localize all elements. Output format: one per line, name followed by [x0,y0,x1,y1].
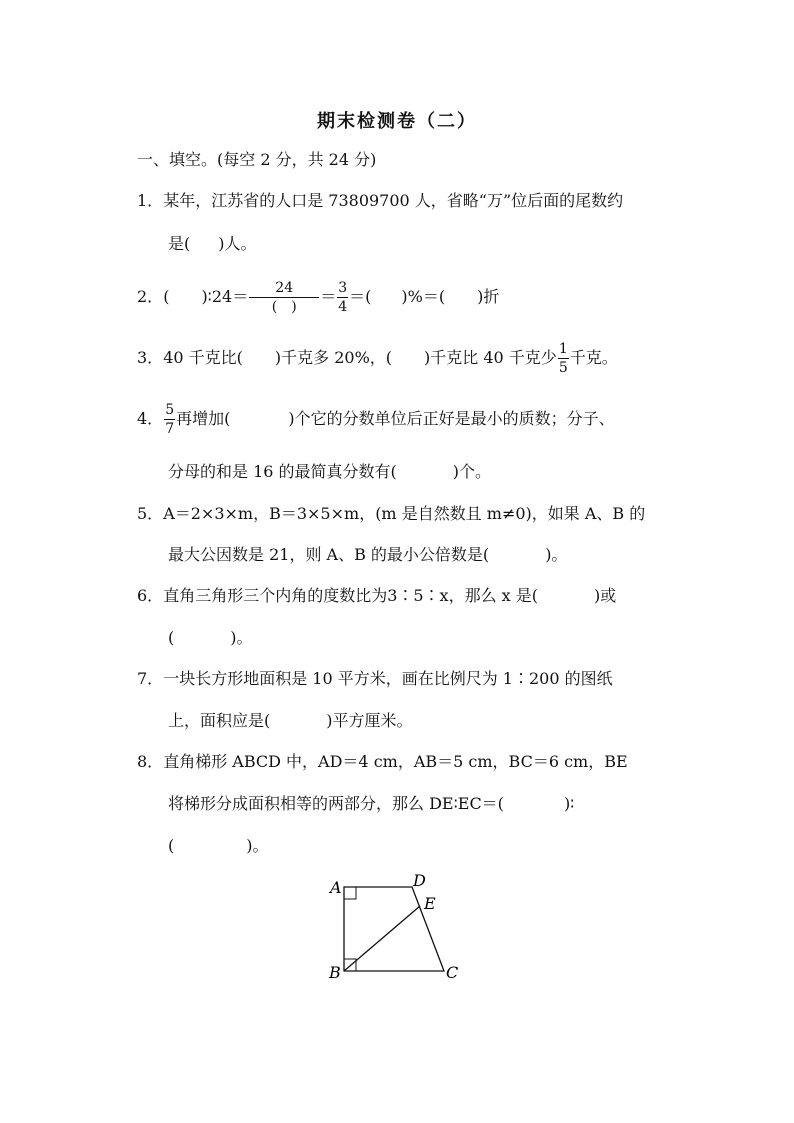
question-number: 2． [137,287,164,306]
question-text: 直角梯形 ABCD 中，AD＝4 cm，AB＝5 cm，BC＝6 cm，BE [163,752,628,771]
question-number: 8． [137,752,164,771]
question-text: 将梯形分成面积相等的两部分，那么 DE∶EC＝( [168,794,504,813]
fraction-1-over-5 [558,342,569,375]
question-text: 是( [168,234,191,253]
denominator[interactable]: ( ) [271,299,297,315]
question-2 [137,275,499,319]
question-number: 6． [137,586,164,605]
question-8-line-1 [137,752,628,772]
question-text: ( [163,287,170,306]
label-a: A [330,878,342,897]
question-text: )。 [230,628,253,647]
denominator: 7 [165,421,175,437]
question-number: 3． [137,348,164,367]
numerator: 5 [165,402,175,418]
numerator: 24 [275,280,294,296]
question-text: 直角三角形三个内角的度数比为3∶5∶x，那么 x 是( [163,586,539,605]
question-text: 千克。 [569,348,618,367]
question-text: ＝( [349,287,372,306]
equals-sign: ＝ [320,287,337,306]
question-text: 上，面积应是( [168,711,271,730]
question-4-line-1 [137,397,615,441]
segment-be [344,906,420,971]
question-text: 再增加( [176,409,231,428]
question-number: 4． [137,409,164,428]
question-text: A＝2×3×m，B＝3×5×m，(m 是自然数且 m≠0)，如果 A、B 的 [163,504,646,523]
question-text: )∶24＝ [201,287,249,306]
question-text: 40 千克比( [163,348,243,367]
question-text: )平方厘米。 [326,711,413,730]
section-heading: 一、填空。(每空 2 分，共 24 分) [137,150,377,169]
question-text: ( [168,836,175,855]
question-text: )∶ [563,794,575,813]
label-d: D [413,871,426,890]
question-4-line-2 [168,462,491,482]
fraction-5-over-7 [164,403,175,436]
question-7-line-1 [137,669,613,689]
question-text: 某年，江苏省的人口是 73809700 人，省略“万”位后面的尾数约 [163,191,624,210]
question-text: )个。 [452,462,492,481]
right-angle-mark-a [344,887,356,899]
fraction-24-over-blank [249,281,319,314]
question-text: )个它的分数单位后正好是最小的质数；分子、 [288,409,615,428]
question-text: )人。 [218,234,257,253]
question-1-line-2 [168,234,257,254]
question-text: )千克比 40 千克少 [424,348,557,367]
numerator: 1 [558,341,568,357]
page-title: 期末检测卷（二） [317,111,477,132]
question-8-line-3 [168,836,269,856]
question-5-line-1 [137,504,645,524]
question-number: 7． [137,669,164,688]
fraction-3-over-4 [337,281,348,314]
question-text: 最大公因数是 21，则 A、B 的最小公倍数是( [168,545,490,564]
question-8-line-2 [168,794,574,814]
label-e: E [424,894,436,913]
trapezoid-figure [320,868,470,988]
question-7-line-2 [168,711,413,731]
question-5-line-2 [168,545,567,565]
question-text: )千克多 20%，( [274,348,393,367]
denominator: 4 [338,299,348,315]
question-number: 5． [137,504,164,523]
question-6-line-2 [168,628,253,648]
question-text: )%＝( [401,287,446,306]
question-text: ( [168,628,175,647]
question-text: 分母的和是 16 的最简真分数有( [168,462,397,481]
question-text: )或 [594,586,617,605]
question-1-line-1 [137,191,623,211]
question-3 [137,336,618,380]
question-6-line-1 [137,586,616,606]
question-number: 1． [137,191,164,210]
question-text: 一块长方形地面积是 10 平方米，画在比例尺为 1∶200 的图纸 [163,669,613,688]
denominator: 5 [558,360,568,376]
question-text: )。 [246,836,269,855]
label-b: B [329,963,341,982]
numerator: 3 [338,280,348,296]
question-text: )折 [477,287,500,306]
label-c: C [446,963,459,982]
question-text: )。 [545,545,568,564]
